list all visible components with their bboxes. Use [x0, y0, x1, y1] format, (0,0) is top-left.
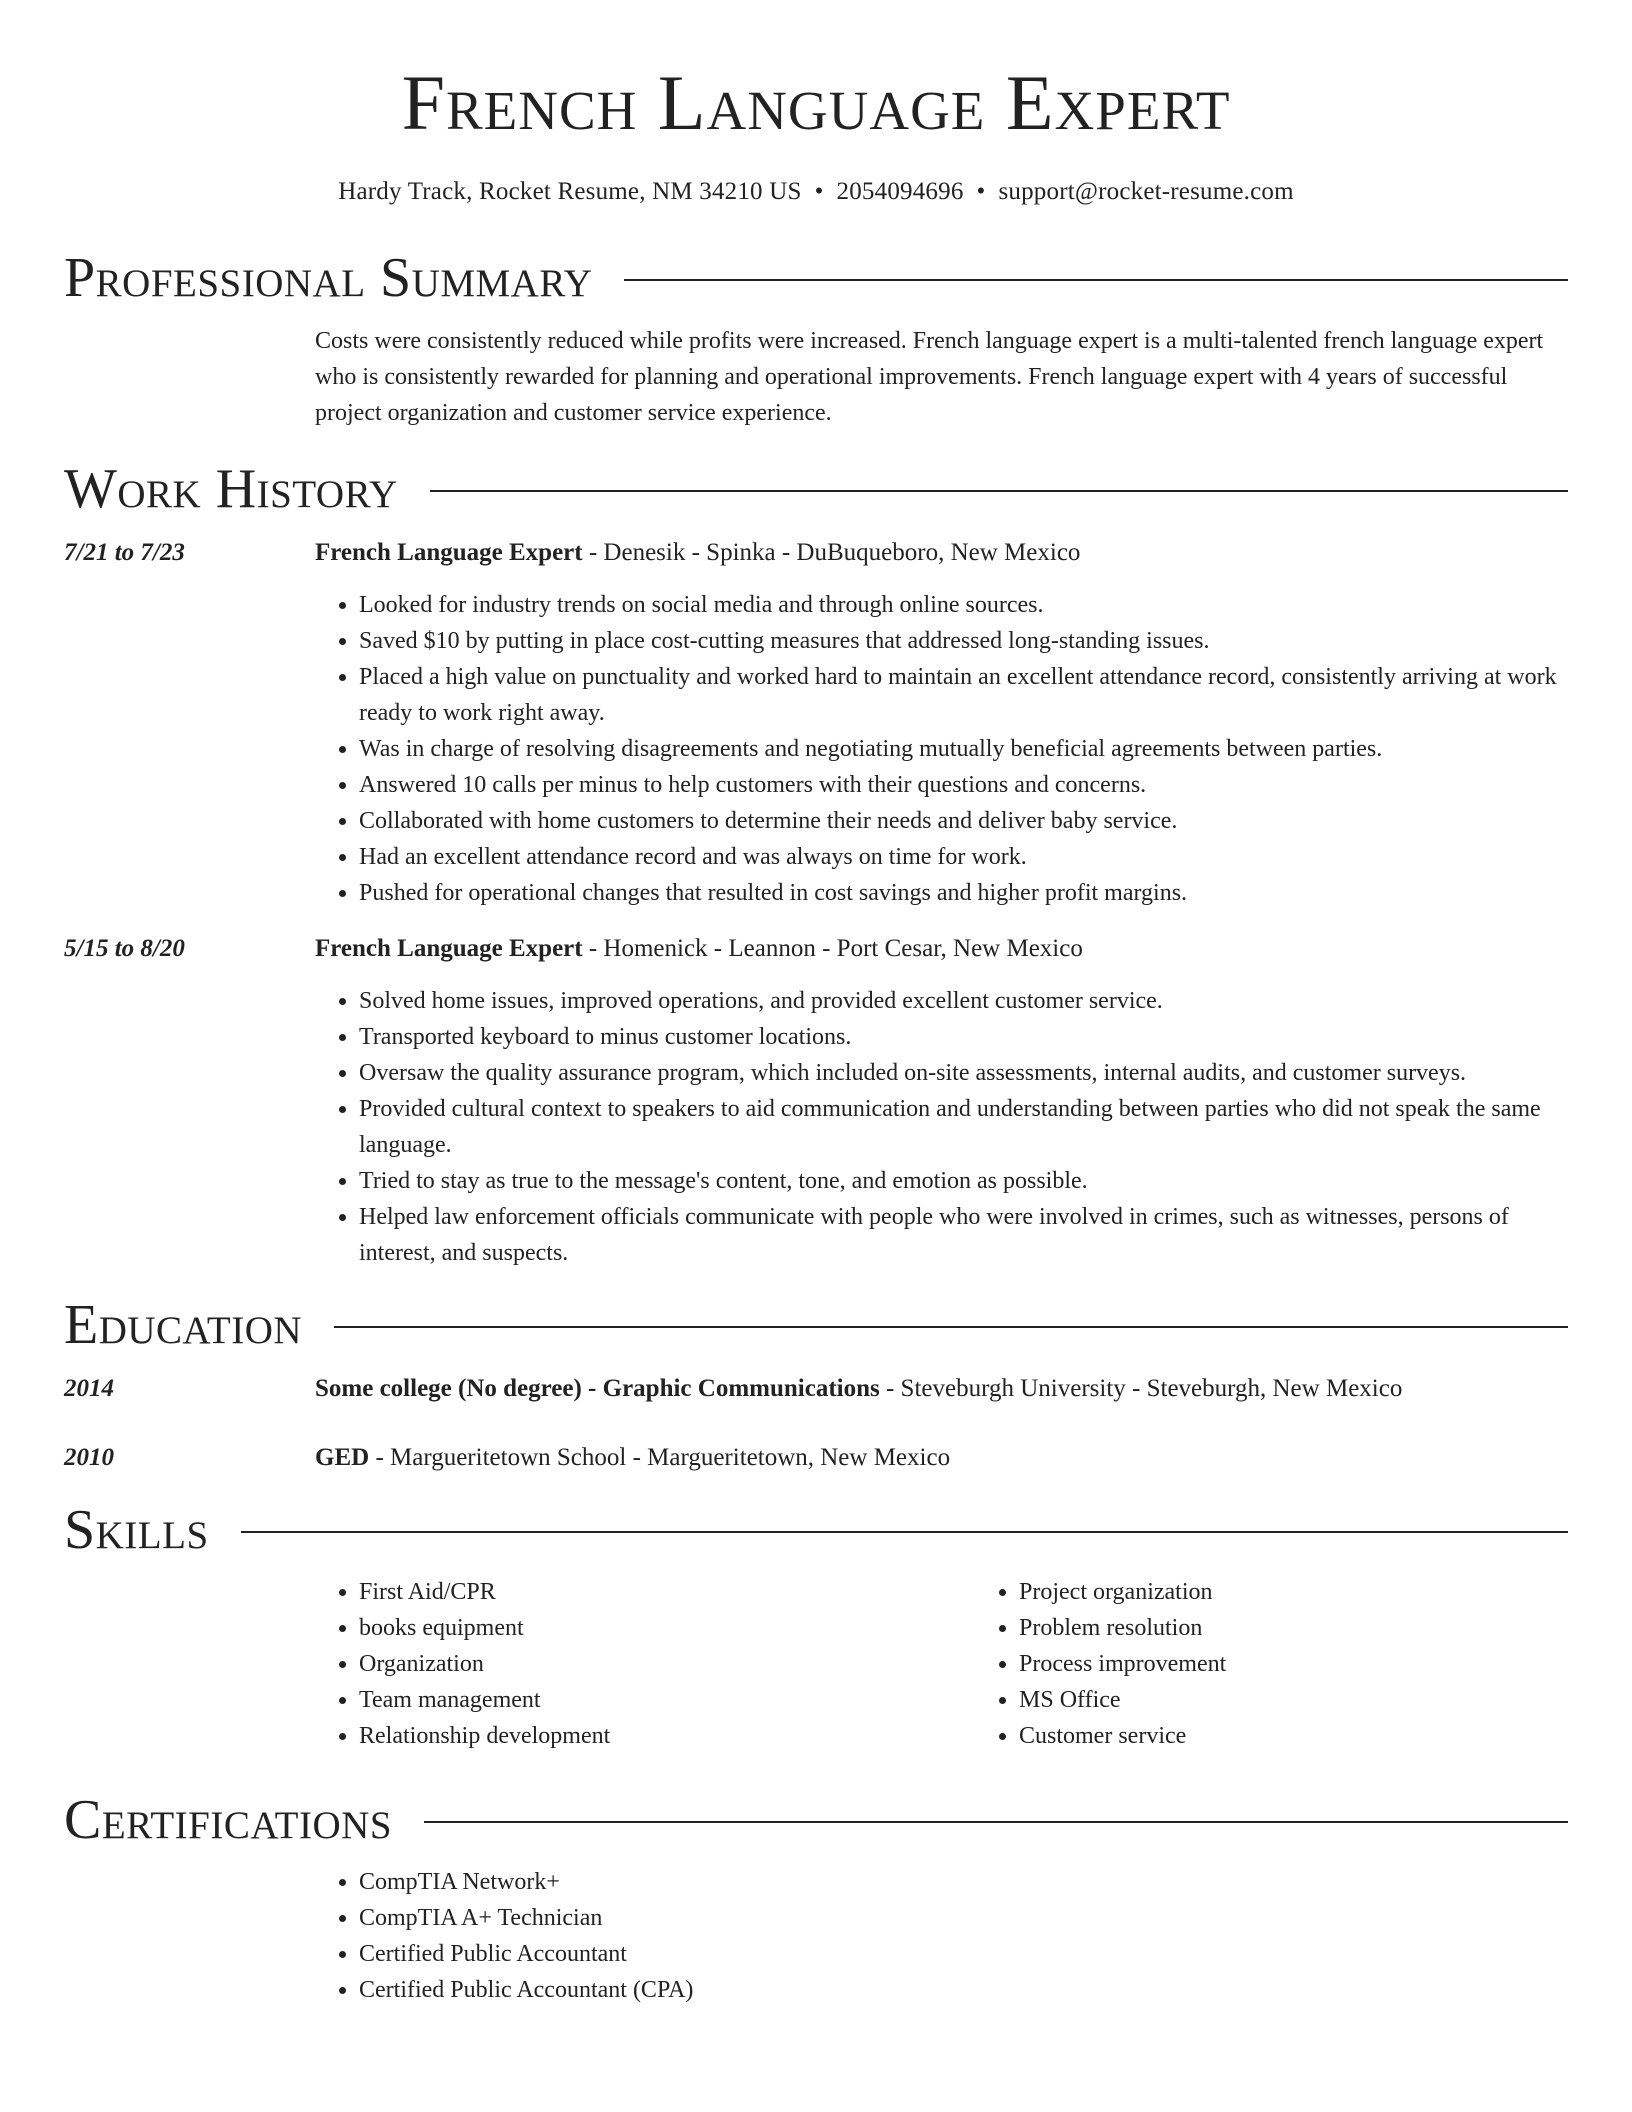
skill-item: • MS Office: [1019, 1682, 1632, 1718]
skill-item: • Customer service: [1019, 1718, 1632, 1754]
job-duty-item: • Tried to stay as true to the message's content, tone, and emotion as possible.: [359, 1163, 1568, 1199]
resume-name: French Language Expert: [401, 59, 1231, 146]
job-duty-item: • Solved home issues, improved operations, and provided excellent customer service.: [359, 983, 1568, 1019]
education-entry-body: [315, 1440, 1568, 1476]
skill-item: • Organization: [359, 1646, 975, 1682]
section-divider: [334, 1326, 1568, 1328]
certification-item: • Certified Public Accountant: [359, 1936, 1568, 1972]
education-section-header: [64, 1294, 1568, 1356]
education-school-location: - Margueritetown School - Margueritetown, New Mexico: [369, 1444, 951, 1471]
job-duty-item: • Answered 10 calls per minus to help customers with their questions and concerns.: [359, 767, 1568, 803]
job-employer-location: - Denesik - Spinka - DuBuqueboro, New Mexico: [582, 539, 1081, 566]
skill-item: • First Aid/CPR: [359, 1574, 975, 1610]
education-year: 2010: [64, 1444, 114, 1471]
skills-section-title: Skills: [64, 1499, 209, 1561]
certification-item: • CompTIA Network+: [359, 1864, 1568, 1900]
section-divider: [430, 490, 1568, 492]
certification-item: • CompTIA A+ Technician: [359, 1900, 1568, 1936]
education-section-title: Education: [64, 1294, 303, 1356]
skills-grid: [315, 1574, 1632, 1754]
skill-item: • Team management: [359, 1682, 975, 1718]
work-entry: [64, 931, 1568, 1271]
skill-item: • Relationship development: [359, 1718, 975, 1754]
certifications-content: [315, 1864, 1568, 2008]
contact-phone: 2054094696: [836, 178, 964, 205]
skill-item: • Problem resolution: [1019, 1610, 1632, 1646]
education-year: 2014: [64, 1375, 114, 1402]
section-divider: [624, 279, 1568, 281]
education-entry-body: [315, 1371, 1568, 1407]
skill-item: • books equipment: [359, 1610, 975, 1646]
certification-item: • Certified Public Accountant (CPA): [359, 1972, 1568, 2008]
work-entry-heading: [315, 931, 1568, 967]
certifications-row: [64, 1864, 1568, 2008]
job-duties-list: [315, 983, 1568, 1271]
skills-list-left: [315, 1574, 975, 1754]
skills-spacer: [64, 1574, 315, 1754]
contact-separator: •: [976, 178, 986, 205]
job-duty-item: • Collaborated with home customers to determine their needs and deliver baby service.: [359, 803, 1568, 839]
summary-section-title: Professional Summary: [64, 247, 593, 309]
certifications-section-title: Certifications: [64, 1789, 393, 1851]
work-entry: [64, 535, 1568, 911]
summary-row: [64, 323, 1568, 431]
summary-spacer: [64, 323, 315, 431]
job-duties-list: [315, 587, 1568, 911]
section-divider: [241, 1531, 1568, 1533]
work-entries: [64, 535, 1568, 1271]
skill-item: • Process improvement: [1019, 1646, 1632, 1682]
education-entry: [64, 1371, 1568, 1407]
certifications-spacer: [64, 1864, 315, 2008]
skill-item: • Project organization: [1019, 1574, 1632, 1610]
work-entry-body: [315, 931, 1568, 1271]
contact-line: [64, 178, 1568, 206]
job-duty-item: • Saved $10 by putting in place cost-cutting measures that addressed long-standing issues.: [359, 623, 1568, 659]
certifications-list: [315, 1864, 1568, 2008]
job-duty-item: • Helped law enforcement officials communicate with people who were involved in crimes, such as witnesses, persons of interest, and suspects.: [359, 1199, 1568, 1271]
certifications-section-header: [64, 1789, 1568, 1851]
work-dates: 7/21 to 7/23: [64, 539, 185, 566]
job-duty-item: • Transported keyboard to minus customer locations.: [359, 1019, 1568, 1055]
education-degree: GED: [315, 1444, 370, 1471]
job-duty-item: • Pushed for operational changes that resulted in cost savings and higher profit margins.: [359, 875, 1568, 911]
education-entry: [64, 1440, 1568, 1476]
education-degree: Some college (No degree) - Graphic Communications: [315, 1375, 880, 1402]
section-divider: [424, 1821, 1568, 1823]
summary-text: Costs were consistently reduced while profits were increased. French language expert is a multi-talented french language expert who is consistently rewarded for planning and operational improvements. French language expert with 4 years of successful project organization and customer service experience.: [315, 328, 1544, 426]
job-duty-item: • Looked for industry trends on social media and through online sources.: [359, 587, 1568, 623]
work-entry-body: [315, 535, 1568, 911]
skills-section-header: [64, 1499, 1568, 1561]
contact-address: Hardy Track, Rocket Resume, NM 34210 US: [338, 178, 802, 205]
summary-section-header: [64, 247, 1568, 309]
skills-list-right: [975, 1574, 1632, 1754]
job-title: French Language Expert: [315, 935, 583, 962]
skills-row: [64, 1574, 1568, 1754]
job-duty-item: • Had an excellent attendance record and was always on time for work.: [359, 839, 1568, 875]
education-entries: [64, 1371, 1568, 1476]
work-dates: 5/15 to 8/20: [64, 935, 185, 962]
contact-email: support@rocket-resume.com: [998, 178, 1294, 205]
work-section-header: [64, 458, 1568, 520]
work-section-title: Work History: [64, 458, 398, 520]
job-duty-item: • Oversaw the quality assurance program, which included on-site assessments, internal audits, and customer surveys.: [359, 1055, 1568, 1091]
job-duty-item: • Provided cultural context to speakers to aid communication and understanding between parties who did not speak the same language.: [359, 1091, 1568, 1163]
education-school-location: - Steveburgh University - Steveburgh, New Mexico: [879, 1375, 1403, 1402]
job-duty-item: • Placed a high value on punctuality and worked hard to maintain an excellent attendance record, consistently arriving at work ready to work right away.: [359, 659, 1568, 731]
job-title: French Language Expert: [315, 539, 583, 566]
job-duty-item: • Was in charge of resolving disagreements and negotiating mutually beneficial agreements between parties.: [359, 731, 1568, 767]
work-entry-heading: [315, 535, 1568, 571]
contact-separator: •: [814, 178, 824, 205]
job-employer-location: - Homenick - Leannon - Port Cesar, New Mexico: [582, 935, 1083, 962]
